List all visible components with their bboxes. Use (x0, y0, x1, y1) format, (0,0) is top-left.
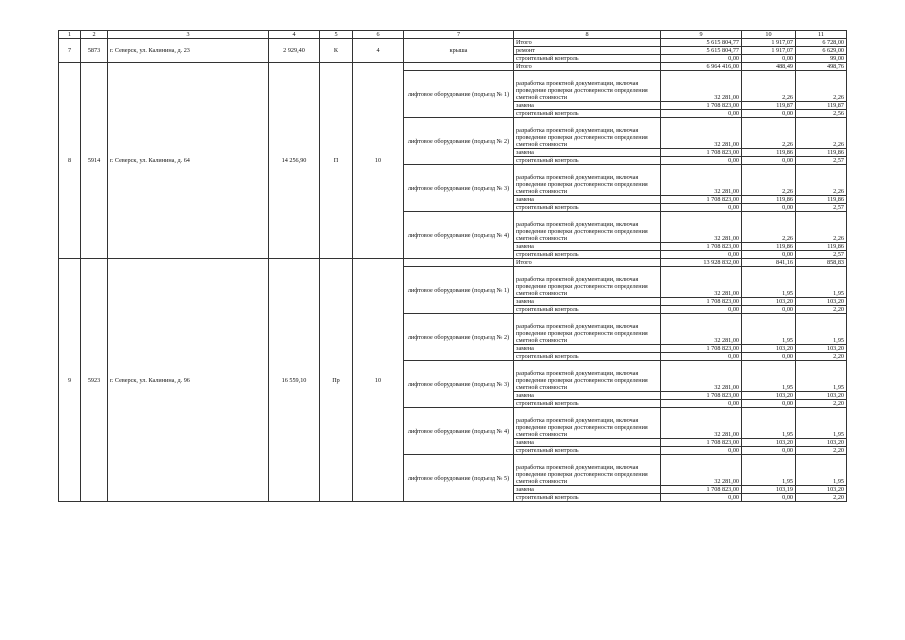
cost-value: 32 281,00 (661, 408, 742, 439)
header-cell: 1 (59, 31, 81, 39)
limit-value: 1,95 (796, 455, 847, 486)
limit-value: 2,57 (796, 157, 847, 165)
unit-cost-value: 103,20 (742, 392, 796, 400)
wall-type: К (320, 39, 353, 63)
unit-cost-value: 2,26 (742, 71, 796, 102)
floors: 4 (353, 39, 404, 63)
cost-value: 1 708 823,00 (661, 149, 742, 157)
row-label: Итого (514, 259, 661, 267)
unit-cost-value: 119,86 (742, 196, 796, 204)
unit-cost-value: 0,00 (742, 251, 796, 259)
cost-value: 32 281,00 (661, 455, 742, 486)
limit-value: 2,20 (796, 494, 847, 502)
cost-value: 1 708 823,00 (661, 196, 742, 204)
lift-work-name: лифтовое оборудование (подъезд № 4) (404, 212, 514, 259)
house-code: 5873 (81, 39, 108, 63)
cost-value: 1 708 823,00 (661, 392, 742, 400)
row-label: замена (514, 298, 661, 306)
row-label: замена (514, 196, 661, 204)
limit-value: 99,00 (796, 55, 847, 63)
unit-cost-value: 0,00 (742, 400, 796, 408)
house-address: г. Северск, ул. Калинина, д. 96 (108, 259, 269, 502)
row-label: строительный контроль (514, 204, 661, 212)
work-type-blank (404, 259, 514, 267)
cost-value: 0,00 (661, 400, 742, 408)
unit-cost-value: 2,26 (742, 212, 796, 243)
limit-value: 498,76 (796, 63, 847, 71)
unit-cost-value: 1,95 (742, 455, 796, 486)
row-label: замена (514, 243, 661, 251)
cost-value: 6 964 416,00 (661, 63, 742, 71)
cost-value: 1 708 823,00 (661, 102, 742, 110)
house-area: 16 559,10 (269, 259, 320, 502)
item-number: 7 (59, 39, 81, 63)
header-cell: 5 (320, 31, 353, 39)
lift-work-name: лифтовое оборудование (подъезд № 1) (404, 267, 514, 314)
row-label: Итого (514, 39, 661, 47)
row-label: ремонт (514, 47, 661, 55)
item-number: 9 (59, 259, 81, 502)
limit-value: 103,20 (796, 439, 847, 447)
cost-value: 0,00 (661, 353, 742, 361)
unit-cost-value: 0,00 (742, 204, 796, 212)
limit-value: 119,86 (796, 149, 847, 157)
row-label: разработка проектной документации, включая проведение проверки достоверности определения сметной стоимости (514, 361, 661, 392)
capital-repair-table (58, 30, 847, 502)
table-row (59, 259, 847, 267)
row-label: строительный контроль (514, 494, 661, 502)
limit-value: 2,20 (796, 306, 847, 314)
row-label: замена (514, 149, 661, 157)
cost-value: 1 708 823,00 (661, 243, 742, 251)
unit-cost-value: 0,00 (742, 306, 796, 314)
unit-cost-value: 1,95 (742, 267, 796, 298)
limit-value: 2,26 (796, 165, 847, 196)
work-type: крыша (404, 39, 514, 63)
row-label: разработка проектной документации, включая проведение проверки достоверности определения сметной стоимости (514, 455, 661, 486)
row-label: Итого (514, 63, 661, 71)
cost-value: 5 615 804,77 (661, 39, 742, 47)
cost-value: 32 281,00 (661, 212, 742, 243)
limit-value: 119,86 (796, 243, 847, 251)
limit-value: 2,26 (796, 118, 847, 149)
row-label: разработка проектной документации, включая проведение проверки достоверности определения сметной стоимости (514, 165, 661, 196)
unit-cost-value: 119,86 (742, 149, 796, 157)
header-cell: 8 (514, 31, 661, 39)
cost-value: 0,00 (661, 447, 742, 455)
cost-value: 0,00 (661, 204, 742, 212)
house-code: 5914 (81, 63, 108, 259)
row-label: строительный контроль (514, 157, 661, 165)
house-code: 5923 (81, 259, 108, 502)
row-label: строительный контроль (514, 55, 661, 63)
header-cell: 10 (742, 31, 796, 39)
header-cell: 2 (81, 31, 108, 39)
unit-cost-value: 103,19 (742, 486, 796, 494)
wall-type: П (320, 63, 353, 259)
cost-value: 0,00 (661, 157, 742, 165)
unit-cost-value: 1,95 (742, 408, 796, 439)
limit-value: 103,20 (796, 345, 847, 353)
house-address: г. Северск, ул. Калинина, д. 23 (108, 39, 269, 63)
limit-value: 1,95 (796, 408, 847, 439)
floors: 10 (353, 63, 404, 259)
limit-value: 2,20 (796, 447, 847, 455)
limit-value: 119,87 (796, 102, 847, 110)
unit-cost-value: 2,26 (742, 118, 796, 149)
work-type-blank (404, 63, 514, 71)
cost-value: 1 708 823,00 (661, 298, 742, 306)
cost-value: 0,00 (661, 494, 742, 502)
limit-value: 1,95 (796, 314, 847, 345)
cost-value: 32 281,00 (661, 165, 742, 196)
cost-value: 32 281,00 (661, 314, 742, 345)
lift-work-name: лифтовое оборудование (подъезд № 1) (404, 71, 514, 118)
row-label: замена (514, 345, 661, 353)
unit-cost-value: 841,16 (742, 259, 796, 267)
house-address: г. Северск, ул. Калинина, д. 64 (108, 63, 269, 259)
row-label: замена (514, 439, 661, 447)
cost-value: 0,00 (661, 251, 742, 259)
cost-value: 32 281,00 (661, 267, 742, 298)
lift-work-name: лифтовое оборудование (подъезд № 3) (404, 361, 514, 408)
row-label: разработка проектной документации, включая проведение проверки достоверности определения сметной стоимости (514, 314, 661, 345)
cost-value: 0,00 (661, 55, 742, 63)
unit-cost-value: 103,20 (742, 298, 796, 306)
cost-value: 32 281,00 (661, 71, 742, 102)
table-row (59, 39, 847, 47)
lift-work-name: лифтовое оборудование (подъезд № 4) (404, 408, 514, 455)
row-label: разработка проектной документации, включая проведение проверки достоверности определения сметной стоимости (514, 408, 661, 439)
unit-cost-value: 119,87 (742, 102, 796, 110)
row-label: строительный контроль (514, 447, 661, 455)
cost-value: 1 708 823,00 (661, 439, 742, 447)
limit-value: 2,20 (796, 353, 847, 361)
row-label: разработка проектной документации, включая проведение проверки достоверности определения сметной стоимости (514, 212, 661, 243)
unit-cost-value: 488,49 (742, 63, 796, 71)
lift-work-name: лифтовое оборудование (подъезд № 3) (404, 165, 514, 212)
unit-cost-value: 103,20 (742, 345, 796, 353)
limit-value: 2,57 (796, 204, 847, 212)
floors: 10 (353, 259, 404, 502)
row-label: строительный контроль (514, 306, 661, 314)
cost-value: 32 281,00 (661, 118, 742, 149)
row-label: разработка проектной документации, включая проведение проверки достоверности определения сметной стоимости (514, 267, 661, 298)
row-label: разработка проектной документации, включая проведение проверки достоверности определения сметной стоимости (514, 118, 661, 149)
limit-value: 2,20 (796, 400, 847, 408)
house-area: 14 256,90 (269, 63, 320, 259)
row-label: замена (514, 102, 661, 110)
unit-cost-value: 0,00 (742, 447, 796, 455)
header-cell: 3 (108, 31, 269, 39)
house-area: 2 929,40 (269, 39, 320, 63)
limit-value: 1,95 (796, 361, 847, 392)
limit-value: 103,20 (796, 298, 847, 306)
cost-value: 13 928 832,00 (661, 259, 742, 267)
header-row (59, 31, 847, 39)
unit-cost-value: 0,00 (742, 55, 796, 63)
limit-value: 2,57 (796, 251, 847, 259)
cost-value: 0,00 (661, 110, 742, 118)
header-cell: 4 (269, 31, 320, 39)
unit-cost-value: 1 917,07 (742, 39, 796, 47)
lift-work-name: лифтовое оборудование (подъезд № 2) (404, 118, 514, 165)
limit-value: 2,26 (796, 212, 847, 243)
limit-value: 6 728,00 (796, 39, 847, 47)
cost-value: 5 615 804,77 (661, 47, 742, 55)
row-label: строительный контроль (514, 251, 661, 259)
limit-value: 103,20 (796, 392, 847, 400)
limit-value: 1,95 (796, 267, 847, 298)
header-cell: 11 (796, 31, 847, 39)
row-label: разработка проектной документации, включая проведение проверки достоверности определения сметной стоимости (514, 71, 661, 102)
unit-cost-value: 0,00 (742, 110, 796, 118)
cost-value: 1 708 823,00 (661, 486, 742, 494)
unit-cost-value: 2,26 (742, 165, 796, 196)
unit-cost-value: 0,00 (742, 157, 796, 165)
unit-cost-value: 119,86 (742, 243, 796, 251)
limit-value: 6 629,00 (796, 47, 847, 55)
cost-value: 32 281,00 (661, 361, 742, 392)
wall-type: Пр (320, 259, 353, 502)
cost-value: 0,00 (661, 306, 742, 314)
cost-value: 1 708 823,00 (661, 345, 742, 353)
unit-cost-value: 0,00 (742, 494, 796, 502)
unit-cost-value: 0,00 (742, 353, 796, 361)
table-body (59, 31, 847, 502)
limit-value: 2,56 (796, 110, 847, 118)
row-label: строительный контроль (514, 110, 661, 118)
row-label: замена (514, 392, 661, 400)
lift-work-name: лифтовое оборудование (подъезд № 5) (404, 455, 514, 502)
row-label: строительный контроль (514, 400, 661, 408)
row-label: строительный контроль (514, 353, 661, 361)
unit-cost-value: 1 917,07 (742, 47, 796, 55)
lift-work-name: лифтовое оборудование (подъезд № 2) (404, 314, 514, 361)
limit-value: 119,86 (796, 196, 847, 204)
row-label: замена (514, 486, 661, 494)
limit-value: 2,26 (796, 71, 847, 102)
unit-cost-value: 1,95 (742, 314, 796, 345)
header-cell: 9 (661, 31, 742, 39)
unit-cost-value: 1,95 (742, 361, 796, 392)
header-cell: 7 (404, 31, 514, 39)
item-number: 8 (59, 63, 81, 259)
limit-value: 858,83 (796, 259, 847, 267)
table-row (59, 63, 847, 71)
header-cell: 6 (353, 31, 404, 39)
unit-cost-value: 103,20 (742, 439, 796, 447)
limit-value: 103,20 (796, 486, 847, 494)
